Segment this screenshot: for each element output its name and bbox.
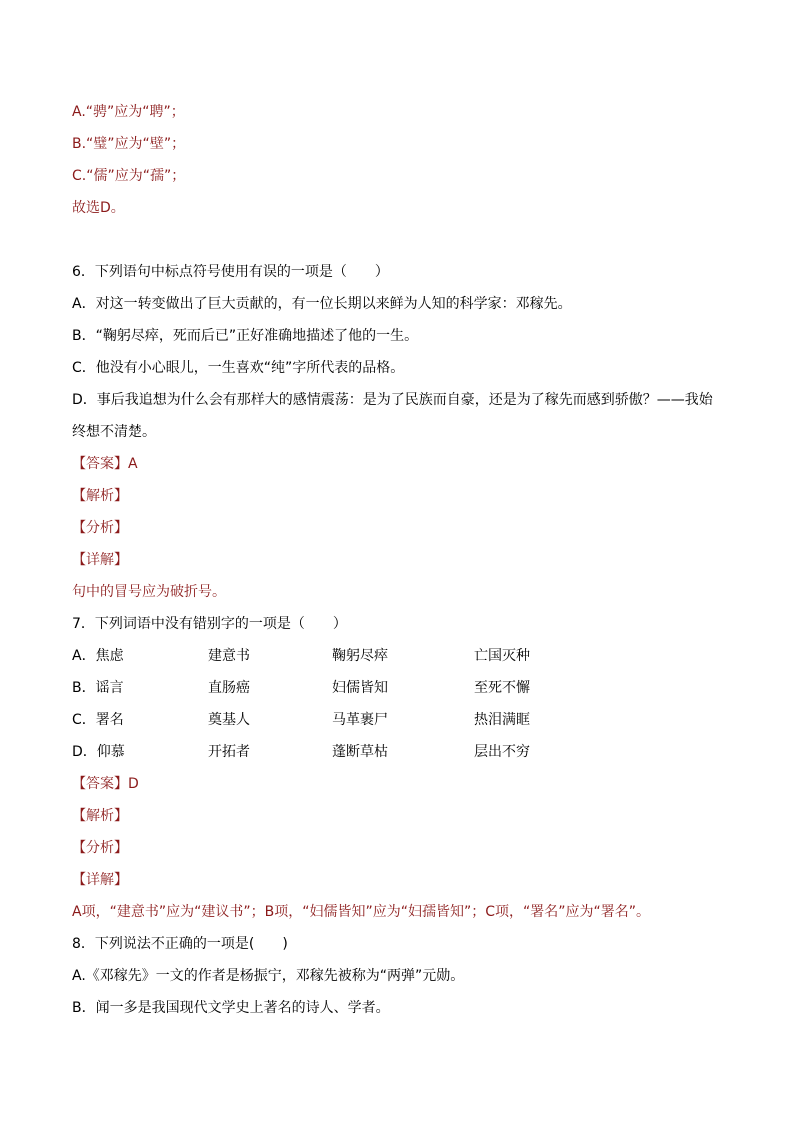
- q6-answer: 【答案】A: [72, 456, 138, 472]
- q6-option-b: B．“鞠躬尽瘁，死而后已”正好准确地描述了他的一生。: [72, 328, 419, 344]
- q7-a-word-2: 建意书: [208, 648, 250, 664]
- q8-option-a: A.《邓稼先》一文的作者是杨振宁，邓稼先被称为“两弹”元勋。: [72, 968, 465, 984]
- q7-d-word-2: 开拓者: [208, 744, 250, 760]
- q6-option-d: D．事后我追想为什么会有那样大的感情震荡：是为了民族而自豪，还是为了稼先而感到骄傲？——我始: [72, 392, 713, 408]
- prev-explanation-line-a: A.“骋”应为“聘”；: [72, 104, 185, 120]
- q7-d-word-3: 蓬断草枯: [332, 744, 388, 760]
- q6-fenxi-label: 【分析】: [72, 520, 128, 536]
- q7-b-word-4: 至死不懈: [474, 680, 530, 696]
- q7-c-word-2: 奠基人: [208, 712, 250, 728]
- q8-option-b: B．闻一多是我国现代文学史上著名的诗人、学者。: [72, 1000, 390, 1016]
- q7-c-word-1: C．署名: [72, 712, 124, 728]
- q7-answer: 【答案】D: [72, 776, 139, 792]
- q6-explanation: 句中的冒号应为破折号。: [72, 584, 226, 600]
- q7-b-word-2: 直肠癌: [208, 680, 250, 696]
- q7-detail-label: 【详解】: [72, 872, 128, 888]
- q7-d-word-1: D．仰慕: [72, 744, 125, 760]
- q7-analysis-label: 【解析】: [72, 808, 128, 824]
- q7-c-word-4: 热泪满眶: [474, 712, 530, 728]
- prev-explanation-line-c: C.“儒”应为“孺”；: [72, 168, 186, 184]
- q7-stem: 7．下列词语中没有错别字的一项是（ ）: [72, 616, 347, 632]
- q7-a-word-1: A．焦虑: [72, 648, 124, 664]
- q7-d-word-4: 层出不穷: [474, 744, 530, 760]
- q7-b-word-1: B．谣言: [72, 680, 124, 696]
- q7-option-row-a: [72, 646, 632, 666]
- q7-b-word-3: 妇儒皆知: [332, 680, 388, 696]
- q7-option-row-b: [72, 678, 632, 698]
- prev-explanation-conclusion: 故选D。: [72, 200, 125, 216]
- q7-a-word-3: 鞠躬尽瘁: [332, 648, 388, 664]
- prev-explanation-line-b: B.“璧”应为“壁”；: [72, 136, 186, 152]
- q7-explanation: A项，“建意书”应为“建议书”；B项，“妇儒皆知”应为“妇孺皆知”；C项，“署名”应为“署名”。: [72, 904, 650, 920]
- q7-fenxi-label: 【分析】: [72, 840, 128, 856]
- q7-a-word-4: 亡国灭种: [474, 648, 530, 664]
- q6-analysis-label: 【解析】: [72, 488, 128, 504]
- q7-option-row-d: [72, 742, 632, 762]
- q6-option-c: C．他没有小心眼儿，一生喜欢“纯”字所代表的品格。: [72, 360, 405, 376]
- q6-option-d-continued: 终想不清楚。: [72, 424, 156, 440]
- q8-stem: 8．下列说法不正确的一项是( ): [72, 936, 288, 952]
- q7-option-row-c: [72, 710, 632, 730]
- q6-option-a: A．对这一转变做出了巨大贡献的，有一位长期以来鲜为人知的科学家：邓稼先。: [72, 296, 572, 312]
- q6-detail-label: 【详解】: [72, 552, 128, 568]
- q7-c-word-3: 马革裹尸: [332, 712, 388, 728]
- q6-stem: 6．下列语句中标点符号使用有误的一项是（ ）: [72, 264, 389, 280]
